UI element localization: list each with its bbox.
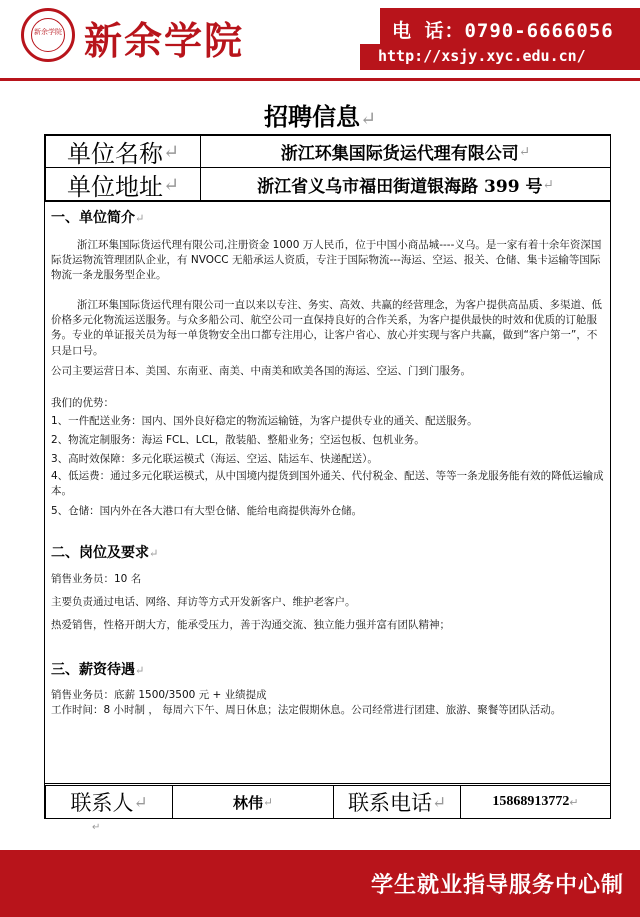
contact-person-value <box>172 785 334 819</box>
advantage-item: 2、物流定制服务：海运 FCL、LCL，散装船、整船业务；空运包板、包机业务。 <box>51 434 425 446</box>
advantage-item: 4、低运费：通过多元化联运模式，从中国境内提货到国外通关、代付税金、配送、等等一条龙服务能有效的降低运输成本。 <box>51 470 604 498</box>
section-heading-positions <box>51 542 158 562</box>
section-heading-positions-text: 二、岗位及要求 <box>51 545 149 561</box>
contact-person-label-text: 联系人 <box>70 791 134 815</box>
school-logo <box>21 8 75 62</box>
paragraph-mark: ↵ <box>133 792 148 812</box>
paragraph-mark: ↵ <box>518 143 531 160</box>
intro-paragraph-2: 浙江环集国际货运代理有限公司一直以来以专注、务实、高效、共赢的经营理念，为客户提供高品质、多渠道、低价格多元化物流运送服务。与众多船公司、航空公司一直保持良好的合作关系，为客户提供最快的时效和优质的订舱服务。专业的单证报关员为每一单货物安全出口都专注用心，让客户省心、放心并实现与客户共赢，做到“客户第一”，不只是口号。 <box>51 299 602 357</box>
paragraph-mark: ↵ <box>431 792 447 812</box>
advantage-item: 3、高时效保障：多元化联运模式（海运、空运、陆运车、快递配送）。 <box>51 453 378 465</box>
company-name-value <box>200 135 611 168</box>
salary-detail: 销售业务员：底薪 1500/3500 元 + 业绩提成 <box>51 689 267 701</box>
company-name-value-text: 浙江环集国际货运代理有限公司 <box>280 144 519 164</box>
header-phone: 电 话：0790-6666056 <box>392 20 614 42</box>
footer-text: 学生就业指导服务中心制 <box>370 872 624 898</box>
work-hours: 工作时间：8 小时制 ， 每周六下午、周日休息；法定假期休息。公司经常进行团建、旅游、聚餐等团队活动。 <box>51 704 562 716</box>
section-heading-intro <box>51 207 144 227</box>
paragraph-mark: ↵ <box>359 107 377 130</box>
company-address-label <box>45 167 201 202</box>
contact-person-label <box>45 785 173 819</box>
contact-phone-value-text: 15868913772 <box>492 794 570 809</box>
position-count: 销售业务员：10 名 <box>51 573 142 585</box>
content-cell <box>44 200 611 784</box>
contact-person-value-text: 林伟 <box>232 793 263 812</box>
paragraph-mark: ↵ <box>162 140 180 163</box>
company-address-label-text: 单位地址 <box>66 173 163 201</box>
contact-phone-value <box>460 785 611 819</box>
company-name-label-text: 单位名称 <box>66 140 163 168</box>
paragraph-mark: ↵ <box>135 664 145 677</box>
page-header <box>0 0 640 78</box>
header-divider <box>0 78 640 81</box>
paragraph-mark: ↵ <box>262 795 274 809</box>
section-heading-intro-text: 一、单位简介 <box>51 210 135 226</box>
logo-text: 新余学院 <box>34 28 62 36</box>
position-requirement: 热爱销售，性格开朗大方，能承受压力，善于沟通交流、独立能力强并富有团队精神； <box>51 619 450 631</box>
company-address-value-text: 浙江省义乌市福田街道银海路 399 号 <box>257 177 543 197</box>
intro-paragraph-1: 浙江环集国际货运代理有限公司,注册资金 1000 万人民币，位于中国小商品城----义乌。是一家有着十余年资深国际货运物流管理团队企业，有 NVOCC 无船承运人资质，专注于国际物流---海运、空运、报关、仓储、集卡运输等国际物流一条龙服务型企业。 <box>51 239 602 282</box>
header-url[interactable]: http://xsjy.xyc.edu.cn/ <box>378 47 586 65</box>
company-address-value <box>200 167 611 202</box>
advantage-item: 5、仓储：国内外在各大港口有大型仓储、能给电商提供海外仓储。 <box>51 505 363 517</box>
page-title-text: 招聘信息 <box>263 102 360 131</box>
paragraph-mark: ↵ <box>135 212 145 225</box>
paragraph-mark: ↵ <box>569 796 579 809</box>
position-duty: 主要负责通过电话、网络、拜访等方式开发新客户、维护老客户。 <box>51 596 356 608</box>
intro-paragraph-3: 公司主要运营日本、美国、东南亚、南美、中南美和欧美各国的海运、空运、门到门服务。 <box>51 365 471 377</box>
advantage-item: 1、一件配送业务：国内、国外良好稳定的物流运输链，为客户提供专业的通关、配送服务。 <box>51 415 478 427</box>
advantages-title: 我们的优势： <box>51 397 114 409</box>
contact-phone-label <box>333 785 461 819</box>
page-title <box>0 97 640 132</box>
paragraph-mark: ↵ <box>149 547 159 560</box>
contact-phone-label-text: 联系电话 <box>347 791 432 815</box>
school-name: 新余学院 <box>84 18 245 63</box>
paragraph-mark: ↵ <box>162 173 180 196</box>
company-name-label <box>45 135 201 168</box>
section-heading-salary <box>51 659 144 679</box>
paragraph-mark: ↵ <box>542 176 554 193</box>
section-heading-salary-text: 三、薪资待遇 <box>51 662 135 678</box>
paragraph-mark: ↵ <box>92 822 101 833</box>
